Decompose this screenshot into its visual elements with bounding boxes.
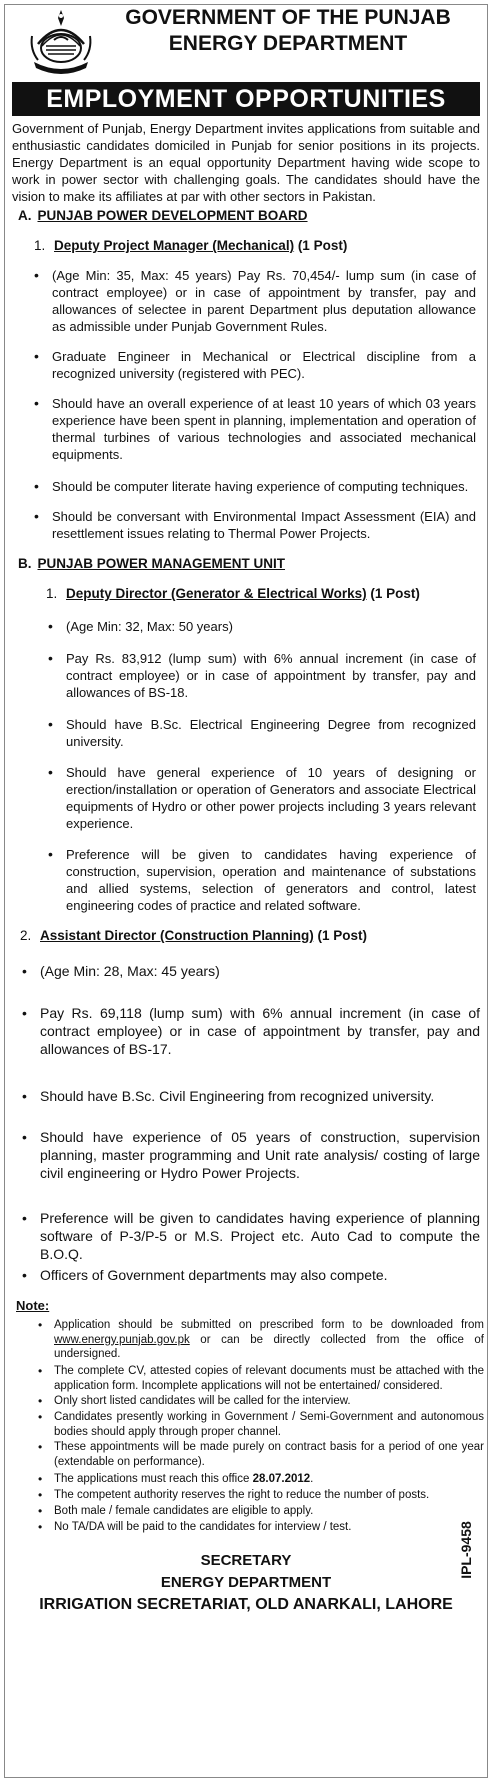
bullet-icon: • [22,1088,27,1104]
bullet-icon: • [22,1005,27,1021]
post-b2-bullet: • Should have B.Sc. Civil Engineering from recognized university. [22,1088,435,1104]
bullet-icon: • [38,1488,43,1502]
deadline-date: 28.07.2012 [252,1473,311,1485]
post-b1-number: 1. [46,586,58,601]
post-b2-bullet: • Preference will be given to candidates having experience of planning software of P-3/P-5 or M.S. Project etc. Auto Cad to compute the B.O.Q. [22,1210,480,1262]
bullet-icon: • [22,1129,27,1145]
section-a-title [18,208,308,223]
header-line1: GOVERNMENT OF THE PUNJAB [125,6,451,29]
post-b1-heading [46,586,420,601]
post-a1-bullet: • Should be conversant with Environmental Impact Assessment (EIA) and resettlement issues relating to Thermal Power Projects. [34,508,476,541]
note-item: • The complete CV, attested copies of relevant documents must be attached with the application form. Incomplete applications will not be entertained/ considered. [38,1364,484,1392]
bullet-icon: • [48,650,53,666]
intro-paragraph: Government of Punjab, Energy Department invites applications from suitable and enthusiastic candidates domiciled in Punjab for senior positions in its projects. Energy Department is an equal opportunity Department having wide scope to work in power sector with challenging goals. The candidates should have the vision to make its affiliates at par with other sectors in Pakistan. [12,121,480,204]
post-b1-bullet: • Pay Rs. 83,912 (lump sum) with 6% annual increment (in case of contract employee) or in case of appointment by transfer, pay and allowances of BS-18. [48,650,476,700]
post-b2-number: 2. [20,928,32,943]
note-title: Note: [16,1298,50,1313]
post-b2-title: Assistant Director (Construction Planning) [40,928,314,943]
post-a1-heading [34,238,347,253]
energy-website-link[interactable]: www.energy.punjab.gov.pk [54,1333,190,1346]
post-b2-bullet: • Should have experience of 05 years of construction, supervision planning, master programming and Unit rate analysis/ costing of large civil engineering or Hydro Power Projects. [22,1129,480,1181]
post-b1-bullet: • Preference will be given to candidates having experience of construction, supervision, operation and maintenance of substations and allied systems, selection of generators and control, latest engineering codes of practice and related software. [48,846,476,913]
bullet-icon: • [22,1267,27,1283]
post-b2-bullet: • Pay Rs. 69,118 (lump sum) with 6% annual increment (in case of contract employee) or in case of appointment by transfer, pay and allowances of BS-17. [22,1005,480,1057]
header-line2: ENERGY DEPARTMENT [168,32,408,55]
bullet-icon: • [22,963,27,979]
section-a-label: A. [18,208,32,223]
bullet-icon: • [48,764,53,780]
bullet-icon: • [38,1394,43,1408]
section-b-label: B. [18,556,32,571]
bullet-icon: • [34,395,39,411]
note-item: • Candidates presently working in Government / Semi-Government and autonomous bodies should apply through proper channel. [38,1410,484,1438]
note-item: • The applications must reach this office 28.07.2012. [38,1472,314,1486]
footer-address: IRRIGATION SECRETARIAT, OLD ANARKALI, LAHORE [39,1596,453,1613]
post-b1-bullet: • Should have general experience of 10 years of designing or erection/installation or operation of Generators and associate Electrical equipments of Hydro or other power projects including 3 years relevant experience. [48,764,476,831]
post-a1-count: (1 Post) [294,238,348,253]
bullet-icon: • [38,1520,43,1534]
section-b-name: PUNJAB POWER MANAGEMENT UNIT [37,556,286,571]
section-b-title [18,556,285,571]
bullet-icon: • [34,508,39,524]
employment-banner: EMPLOYMENT OPPORTUNITIES [12,82,480,116]
note-item: • Application should be submitted on prescribed form to be downloaded from www.energy.punjab.gov.pk or can be directly collected from the office of undersigned. [38,1318,484,1360]
bullet-icon: • [48,618,53,634]
post-b2-count: (1 Post) [313,928,368,943]
ad-reference [456,1500,480,1600]
bullet-icon: • [34,348,39,364]
bullet-icon: • [34,267,39,283]
post-b1-title: Deputy Director (Generator & Electrical Works) [66,586,367,601]
post-a1-title: Deputy Project Manager (Mechanical) [54,238,295,253]
bullet-icon: • [38,1364,43,1378]
bullet-icon: • [38,1504,43,1518]
note-item: • No TA/DA will be paid to the candidates for interview / test. [38,1520,352,1534]
bullet-icon: • [38,1410,43,1424]
header [0,0,492,90]
post-b2-bullet: • Officers of Government departments may also compete. [22,1267,388,1283]
note-item: • These appointments will be made purely on contract basis for a period of one year (extendable on performance). [38,1440,484,1468]
post-a1-bullet: • Graduate Engineer in Mechanical or Electrical discipline from a recognized university (registered with PEC). [34,348,476,381]
bullet-icon: • [22,1210,27,1226]
post-b2-heading [20,928,367,943]
note-item: • Both male / female candidates are eligible to apply. [38,1504,314,1518]
post-b1-count: (1 Post) [366,586,420,601]
post-b1-bullet: • (Age Min: 32, Max: 50 years) [48,618,233,634]
punjab-government-emblem-icon [28,6,94,76]
bullet-icon: • [34,478,39,494]
post-a1-number: 1. [34,238,46,253]
post-b2-bullet: • (Age Min: 28, Max: 45 years) [22,963,220,979]
footer-secretary: SECRETARY [200,1552,292,1569]
post-a1-bullet: • Should have an overall experience of at least 10 years of which 03 years experience have been spent in planning, implementation and operation of thermal turbines of various technologies and associated mechanical equipments. [34,395,476,462]
bullet-icon: • [48,716,53,732]
footer-department: ENERGY DEPARTMENT [160,1574,332,1591]
ad-reference-code: IPL-9458 [458,1521,474,1579]
bullet-icon: • [38,1440,43,1454]
bullet-icon: • [48,846,53,862]
bullet-icon: • [38,1318,43,1332]
bullet-icon: • [38,1472,43,1486]
post-b1-bullet: • Should have B.Sc. Electrical Engineering Degree from recognized university. [48,716,476,749]
section-a-name: PUNJAB POWER DEVELOPMENT BOARD [37,208,308,223]
post-a1-bullet: • Should be computer literate having experience of computing techniques. [34,478,469,494]
note-item: • The competent authority reserves the right to reduce the number of posts. [38,1488,430,1502]
note-item: • Only short listed candidates will be called for the interview. [38,1394,351,1408]
post-a1-bullet: • (Age Min: 35, Max: 45 years) Pay Rs. 70,454/- lump sum (in case of contract employee) or in case of appointment by transfer, pay and allowances of selectee in parent Department plus deputation allowance as admissible under Punjab Government Rules. [34,267,476,334]
